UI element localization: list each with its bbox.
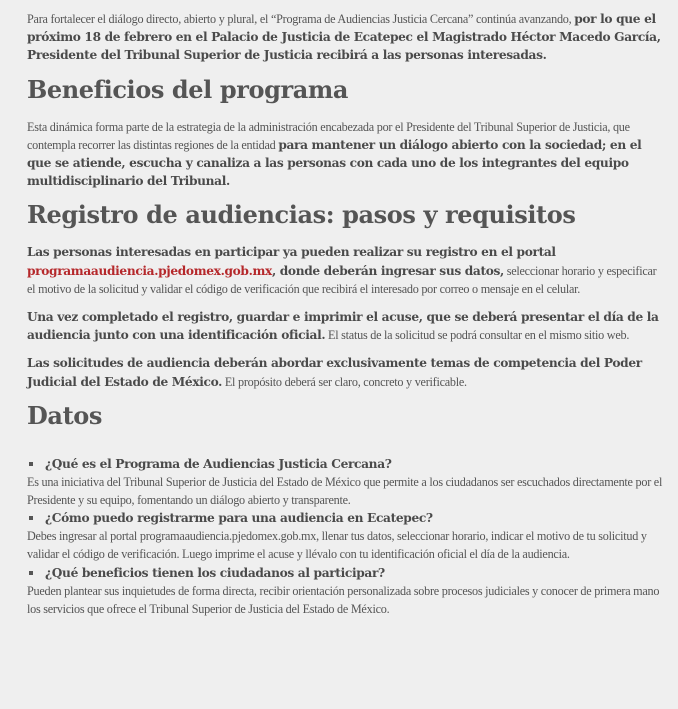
square-bullet-icon	[29, 462, 33, 466]
registro-paragraph-1	[27, 243, 664, 298]
registro-p2-bold: Una vez completado el registro, guardar e imprimir el acuse, que se deberá presentar el día de la audiencia junto con una identificación oficial.	[27, 310, 659, 343]
section-title-beneficios: Beneficios del programa	[27, 74, 348, 104]
faq-item	[27, 509, 664, 563]
faq-question-row	[27, 455, 664, 473]
registro-p1-bold-1: Las personas interesadas en participar ya pueden realizar su registro en el portal	[27, 245, 556, 260]
registro-paragraph-2	[27, 308, 664, 344]
faq-answer: Es una iniciativa del Tribunal Superior de Justicia del Estado de México que permite a los ciudadanos ser escuchados directamente por el Presidente y su equipo, fomentando un diálogo abierto y transparente.	[27, 474, 663, 508]
registro-p1-bold-2: , donde deberán ingresar sus datos,	[271, 263, 504, 278]
faq-answer: Pueden plantear sus inquietudes de forma directa, recibir orientación personalizada sobre procesos judiciales y conocer de primera mano los servicios que ofrece el Tribunal Superior de Justicia del Estado de México.	[27, 583, 660, 616]
section-title-datos: Datos	[27, 400, 102, 430]
registro-p1-text: seleccionar horario y especificar el motivo de la solicitud y validar el código de verificación que recibirá el interesado por correo o mensaje en el celular.	[27, 263, 657, 296]
faq-question: ¿Cómo puedo registrarme para una audiencia en Ecatepec?	[45, 511, 433, 526]
portal-link[interactable]: programaaudiencia.pjedomex.gob.mx	[27, 263, 272, 278]
intro-text: Para fortalecer el diálogo directo, abierto y plural, el “Programa de Audiencias Justicia Cercana” continúa avanzando,	[27, 12, 575, 26]
faq-question: ¿Qué beneficios tienen los ciudadanos al participar?	[45, 565, 385, 580]
faq-question-row	[27, 564, 664, 582]
registro-paragraph-3	[27, 354, 664, 390]
registro-p3-text: El propósito deberá ser claro, concreto y verificable.	[222, 374, 467, 389]
beneficios-text: Esta dinámica forma parte de la estrategia de la administración encabezada por el Presidente del Tribunal Superior de Justicia, que contempla recorrer las distintas regiones de la entidad	[27, 119, 630, 152]
faq-question: ¿Qué es el Programa de Audiencias Justicia Cercana?	[45, 456, 392, 471]
faq-answer: Debes ingresar al portal programaaudiencia.pjedomex.gob.mx, llenar tus datos, seleccionar horario, indicar el motivo de tu solicitud y validar el código de verificación. Luego imprime el acuse y llévalo con tu identificación oficial el día de la audiencia.	[27, 529, 647, 562]
beneficios-bold-text: para mantener un diálogo abierto con la sociedad; en el que se atiende, escucha y canaliza a las personas con cada uno de los integrantes del equipo multidisciplinario del Tribunal.	[27, 137, 642, 189]
registro-p2-text: El status de la solicitud se podrá consultar en el mismo sitio web.	[325, 328, 630, 343]
intro-bold-text: por lo que el próximo 18 de febrero en el Palacio de Justicia de Ecatepec el Magistrado Héctor Macedo García, Presidente del Tribunal Superior de Justicia recibirá a las personas interesadas.	[27, 12, 661, 63]
square-bullet-icon	[29, 516, 33, 520]
faq-item	[27, 564, 664, 618]
faq-question-row	[27, 509, 664, 527]
beneficios-paragraph	[27, 118, 664, 191]
faq-list	[27, 455, 664, 618]
registro-p3-bold: Las solicitudes de audiencia deberán abordar exclusivamente temas de competencia del Poder Judicial del Estado de México.	[27, 356, 642, 389]
intro-paragraph	[27, 10, 664, 65]
section-title-registro: Registro de audiencias: pasos y requisitos	[27, 200, 576, 230]
square-bullet-icon	[29, 571, 33, 575]
faq-item	[27, 455, 664, 509]
